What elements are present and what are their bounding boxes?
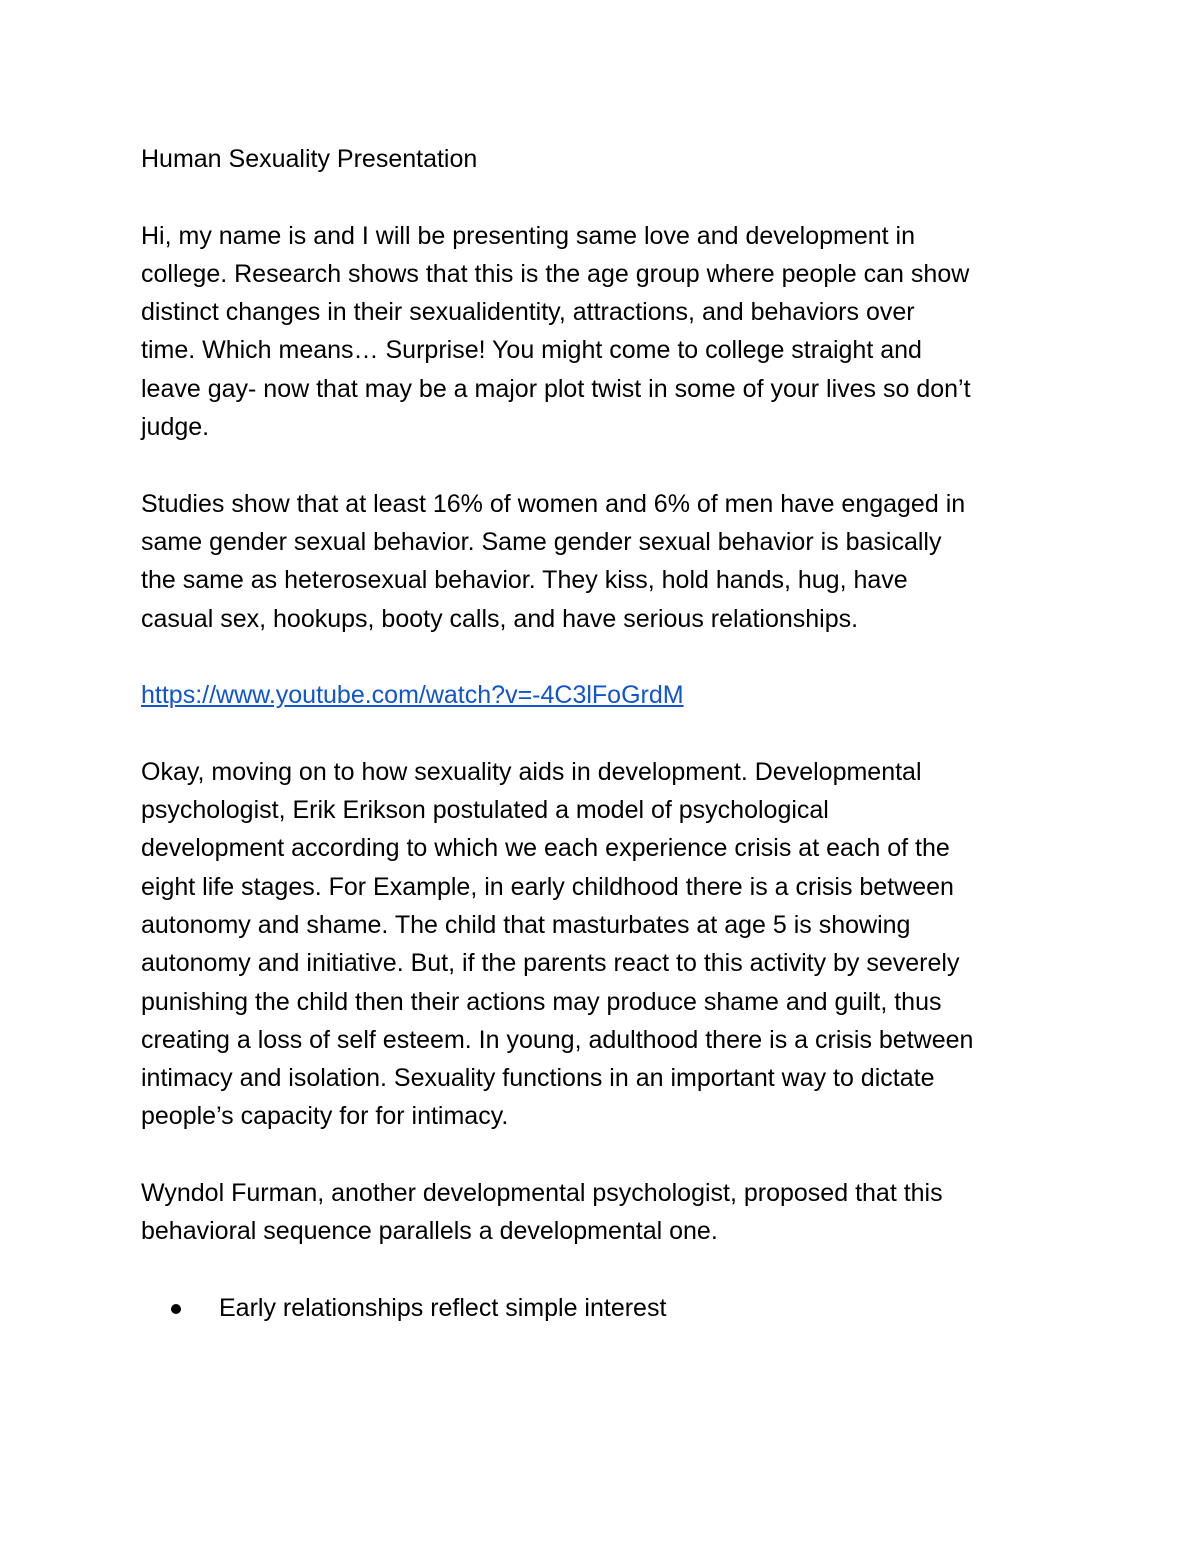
paragraph-erikson <box>141 753 1061 1136</box>
paragraph-studies <box>141 485 1061 638</box>
bullet-list <box>141 1289 1061 1327</box>
text-line: eight life stages. For Example, in early childhood there is a crisis between <box>141 872 954 901</box>
text-line: the same as heterosexual behavior. They kiss, hold hands, hug, have <box>141 566 908 595</box>
text-line: Studies show that at least 16% of women and 6% of men have engaged in <box>141 489 966 518</box>
paragraph-link <box>141 676 1061 714</box>
paragraph-intro <box>141 217 1061 447</box>
text-line: development according to which we each experience crisis at each of the <box>141 834 950 863</box>
text-line: Okay, moving on to how sexuality aids in development. Developmental <box>141 757 922 786</box>
text-line: Wyndol Furman, another developmental psychologist, proposed that this <box>141 1179 943 1208</box>
text-line: autonomy and shame. The child that masturbates at age 5 is showing <box>141 910 911 939</box>
bullet-text: Early relationships reflect simple interest <box>219 1293 667 1322</box>
text-line: casual sex, hookups, booty calls, and have serious relationships. <box>141 604 859 633</box>
text-line: autonomy and initiative. But, if the parents react to this activity by severely <box>141 949 960 978</box>
text-line: distinct changes in their sexualidentity, attractions, and behaviors over <box>141 298 915 327</box>
text-line: time. Which means… Surprise! You might come to college straight and <box>141 336 922 365</box>
text-line: judge. <box>141 413 210 442</box>
text-line: behavioral sequence parallels a developmental one. <box>141 1217 718 1246</box>
paragraph-furman <box>141 1174 1061 1251</box>
text-line: creating a loss of self esteem. In young, adulthood there is a crisis between <box>141 1025 974 1054</box>
text-line: psychologist, Erik Erikson postulated a model of psychological <box>141 796 829 825</box>
bullet-icon <box>171 1304 181 1314</box>
text-line: people’s capacity for for intimacy. <box>141 1102 509 1131</box>
list-item <box>141 1289 1061 1327</box>
text-line: punishing the child then their actions may produce shame and guilt, thus <box>141 987 942 1016</box>
text-line: intimacy and isolation. Sexuality functions in an important way to dictate <box>141 1064 935 1093</box>
document-title: Human Sexuality Presentation <box>141 145 478 173</box>
text-line: leave gay- now that may be a major plot twist in some of your lives so don’t <box>141 374 971 403</box>
document-body <box>141 140 1061 1327</box>
text-line: Hi, my name is and I will be presenting same love and development in <box>141 221 916 250</box>
youtube-link[interactable]: https://www.youtube.com/watch?v=-4C3lFoGrdM <box>141 681 684 710</box>
text-line: college. Research shows that this is the age group where people can show <box>141 259 970 288</box>
text-line: same gender sexual behavior. Same gender sexual behavior is basically <box>141 527 942 556</box>
